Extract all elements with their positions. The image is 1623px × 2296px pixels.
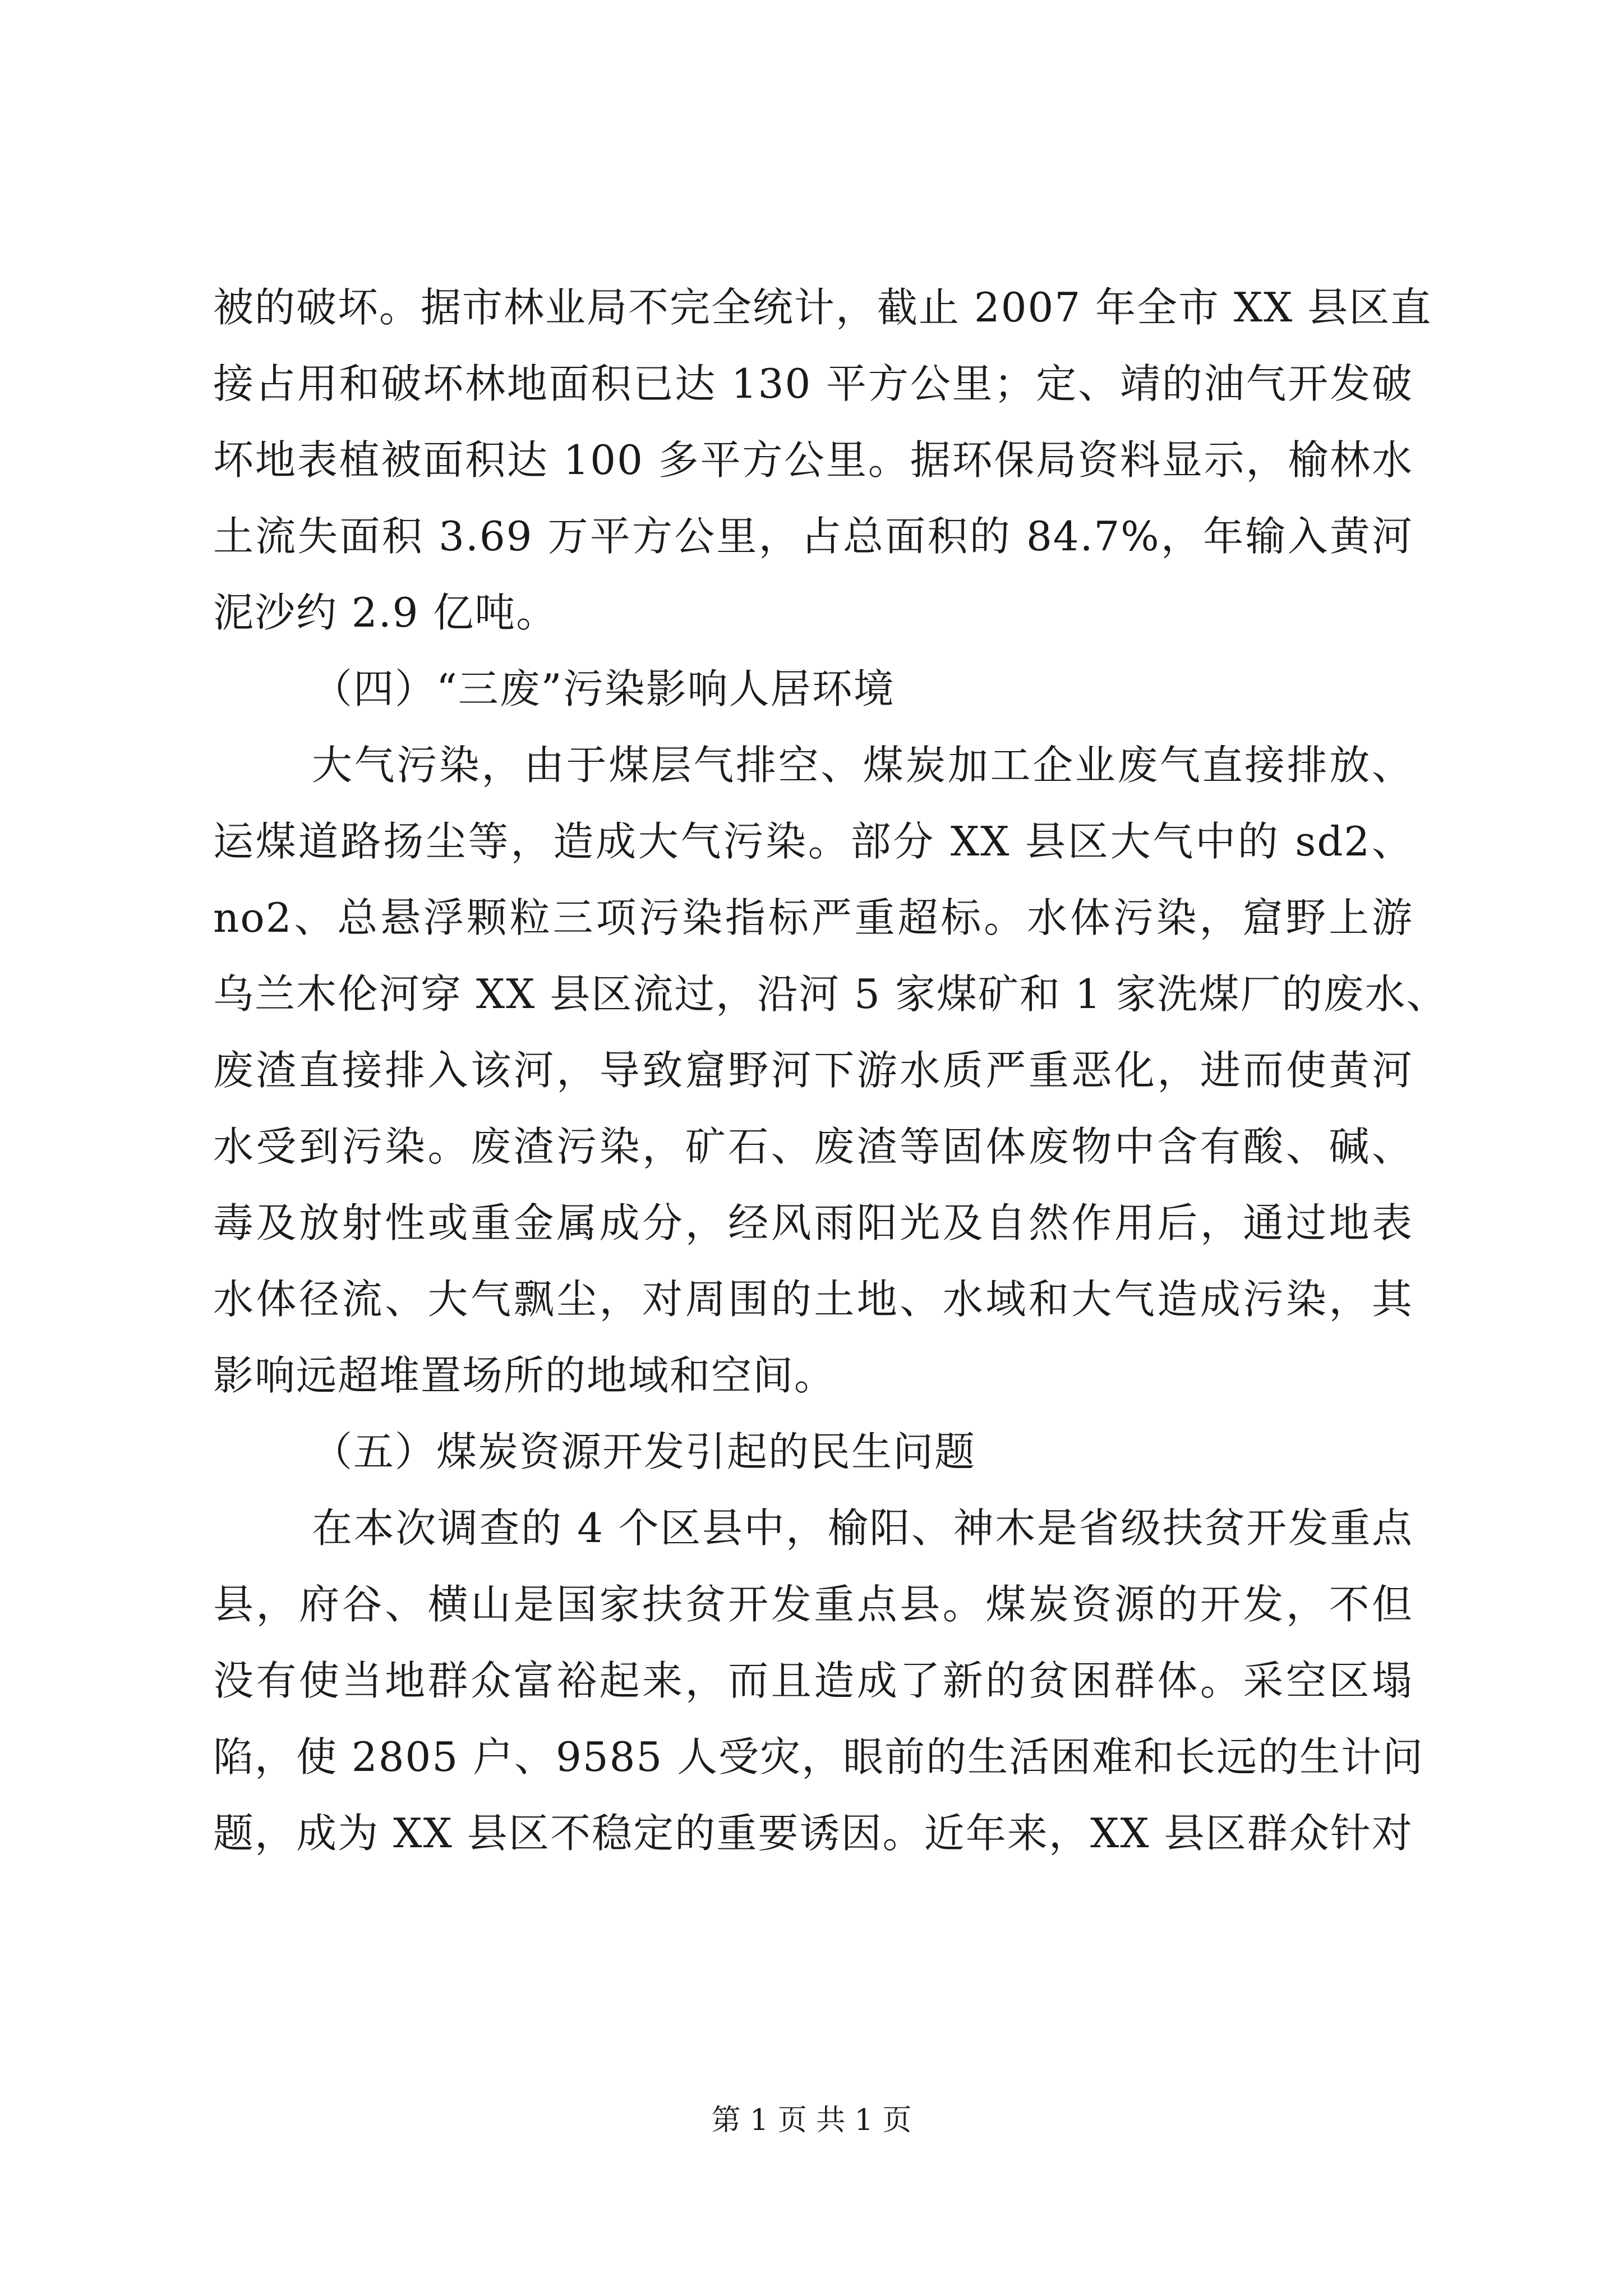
text-line: 泥沙约 2.9 亿吨。 — [213, 589, 558, 636]
text-line: 影响远超堆置场所的地域和空间。 — [213, 1352, 836, 1399]
paragraph-continuation — [213, 269, 1432, 651]
text-line: 废渣直接排入该河，导致窟野河下游水质严重恶化，进而使黄河 — [213, 1047, 1413, 1094]
text-line: 坏地表植被面积达 100 多平方公里。据环保局资料显示，榆林水 — [213, 436, 1413, 484]
text-line: 被的破坏。据市林业局不完全统计，截止 2007 年全市 XX 县区直 — [213, 284, 1432, 331]
text-line: 水受到污染。废渣污染，矿石、废渣等固体废物中含有酸、碱、 — [213, 1123, 1413, 1170]
text-line: 乌兰木伦河穿 XX 县区流过，沿河 5 家煤矿和 1 家洗煤厂的废水、 — [213, 970, 1448, 1018]
document-body — [213, 269, 1448, 1871]
text-line: 毒及放射性或重金属成分，经风雨阳光及自然作用后，通过地表 — [213, 1199, 1413, 1246]
text-line: 土流失面积 3.69 万平方公里，占总面积的 84.7%，年输入黄河 — [213, 513, 1413, 560]
paragraph-pollution — [213, 727, 1448, 1414]
heading-text: （四）“三废”污染影响人居环境 — [312, 665, 895, 712]
heading-text: （五）煤炭资源开发引起的民生问题 — [312, 1428, 976, 1475]
text-line: 运煤道路扬尘等，造成大气污染。部分 XX 县区大气中的 sd2、 — [213, 818, 1413, 865]
text-line: 大气污染，由于煤层气排空、煤炭加工企业废气直接排放、 — [312, 742, 1413, 789]
paragraph-livelihood — [213, 1490, 1424, 1871]
text-line: 题，成为 XX 县区不稳定的重要诱因。近年来，XX 县区群众针对 — [213, 1810, 1413, 1857]
text-line: 陷，使 2805 户、9585 人受灾，眼前的生活困难和长远的生计问 — [213, 1733, 1424, 1780]
section-heading-4 — [213, 651, 1413, 727]
text-line: 接占用和破坏林地面积已达 130 平方公里；定、靖的油气开发破 — [213, 360, 1413, 407]
text-line: 水体径流、大气飘尘，对周围的土地、水域和大气造成污染，其 — [213, 1276, 1413, 1323]
text-line: 在本次调查的 4 个区县中，榆阳、神木是省级扶贫开发重点 — [312, 1504, 1413, 1552]
text-line: 县，府谷、横山是国家扶贫开发重点县。煤炭资源的开发，不但 — [213, 1581, 1413, 1628]
text-line: 没有使当地群众富裕起来，而且造成了新的贫困群体。采空区塌 — [213, 1657, 1413, 1704]
page-footer: 第 1 页 共 1 页 — [711, 2104, 912, 2137]
section-heading-5 — [213, 1414, 1413, 1490]
text-line: no2、总悬浮颗粒三项污染指标严重超标。水体污染，窟野上游 — [213, 894, 1413, 941]
